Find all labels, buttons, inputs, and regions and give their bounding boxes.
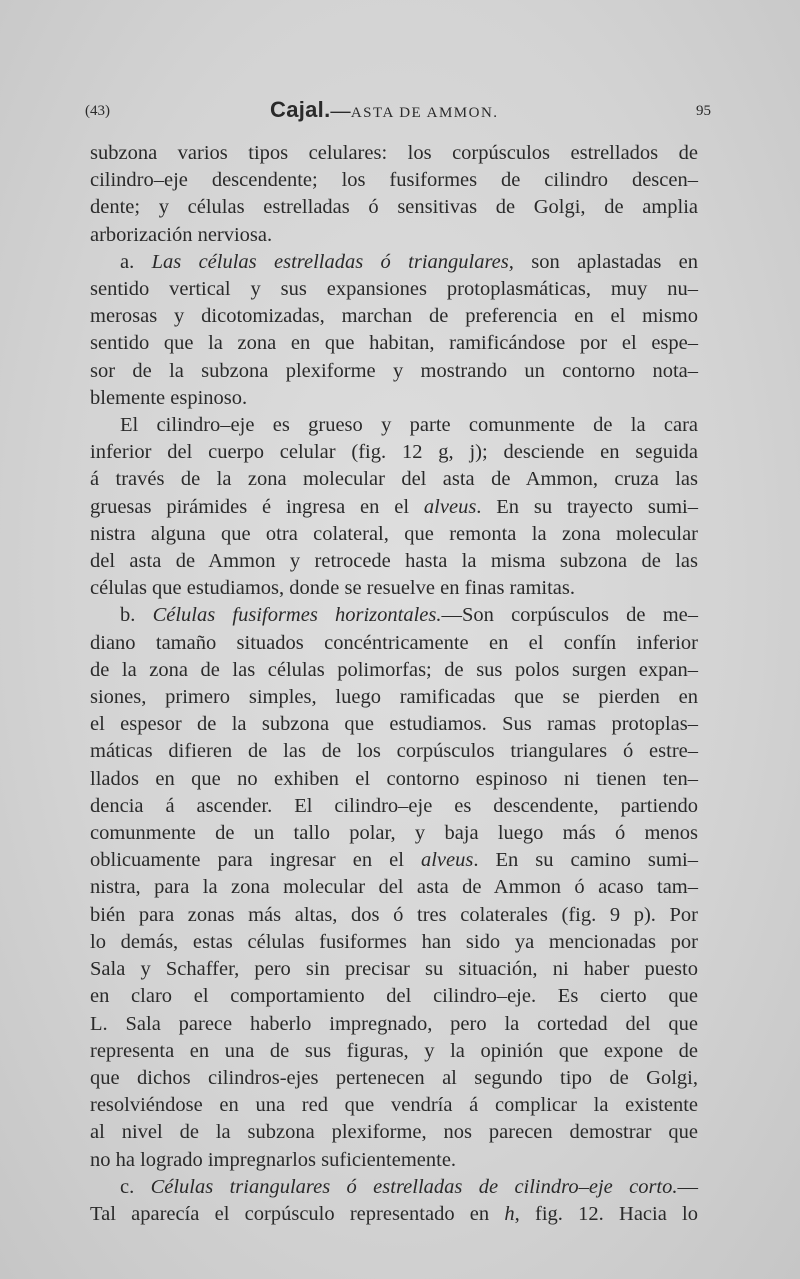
text-span: —Son corpúsculos de me–	[441, 604, 698, 627]
text-line: nistra alguna que otra colateral, que remonta la zona molecular	[90, 522, 698, 545]
text-line: dencia á ascender. El cilindro–eje es descendente, partiendo	[90, 794, 698, 817]
text-line: en claro el comportamiento del cilindro–eje. Es cierto que	[90, 985, 698, 1008]
italic-term: alveus	[420, 849, 474, 872]
text-line: lo demás, estas células fusiformes han sido ya mencionadas por	[90, 930, 698, 953]
section-b-lead-line	[90, 602, 698, 629]
text-span: gruesas pirámides é ingresa en el	[90, 495, 424, 518]
text-span: —	[677, 1175, 698, 1198]
text-line: sentido vertical y sus expansiones protoplasmáticas, muy nu–	[90, 278, 698, 301]
text-line	[90, 1201, 698, 1228]
section-c-lead-line	[90, 1174, 698, 1201]
text-line: del asta de Ammon y retrocede hasta la misma subzona de las	[90, 550, 698, 573]
section-letter: c.	[120, 1175, 135, 1198]
text-span: Tal aparecía el corpúsculo representado en	[90, 1202, 505, 1225]
text-line: L. Sala parece haberlo impregnado, pero la cortedad del que	[90, 1012, 698, 1035]
text-line: nistra, para la zona molecular del asta de Ammon ó acaso tam–	[90, 876, 698, 899]
text-line: diano tamaño situados concéntricamente en el confín inferior	[90, 631, 698, 654]
text-line: al nivel de la subzona plexiforme, nos parecen demostrar que	[90, 1121, 698, 1144]
text-line: que dichos cilindros-ejes pertenecen al segundo tipo de Golgi,	[90, 1066, 698, 1089]
text-line: de la zona de las células polimorfas; de sus polos surgen expan–	[90, 658, 698, 681]
text-line: Sala y Schaffer, pero sin precisar su situación, ni haber puesto	[90, 958, 698, 981]
running-header	[85, 97, 711, 127]
italic-term: alveus	[423, 495, 477, 518]
text-line: llados en que no exhiben el contorno espinoso ni tienen ten–	[90, 767, 698, 790]
text-line: blemente espinoso.	[90, 386, 248, 409]
text-line: no ha logrado impregnarlos suficientemente.	[90, 1148, 457, 1171]
text-span: oblicuamente para ingresar en el	[90, 849, 421, 872]
author-name: Cajal.	[270, 97, 331, 122]
text-line: el espesor de la subzona que estudiamos. Sus ramas protoplas–	[90, 713, 698, 736]
text-line: células que estudiamos, donde se resuelve en finas ramitas.	[90, 577, 576, 600]
text-line: subzona varios tipos celulares: los corpúsculos estrellados de	[90, 142, 698, 164]
text-line: sor de la subzona plexiforme y mostrando un contorno nota–	[90, 359, 698, 382]
text-line: resolviéndose en una red que vendría á complicar la existente	[90, 1094, 698, 1117]
section-letter: b.	[120, 604, 136, 627]
text-span: . En su trayecto sumi–	[476, 495, 698, 518]
text-line: comunmente de un tallo polar, y baja luego más ó menos	[90, 822, 698, 845]
text-line: El cilindro–eje es grueso y parte comunmente de la cara	[120, 414, 698, 437]
text-line: sentido que la zona en que habitan, ramificándose por el espe–	[90, 332, 698, 355]
text-line: inferior del cuerpo celular (fig. 12 g, j); desciende en seguida	[90, 441, 698, 464]
text-line	[90, 847, 698, 874]
section-heading: Células triangulares ó estrelladas de cilindro–eje corto.	[150, 1175, 678, 1198]
italic-term: h	[504, 1202, 515, 1225]
text-line: bién para zonas más altas, dos ó tres colaterales (fig. 9 p). Por	[90, 903, 698, 926]
text-line: representa en una de sus figuras, y la opinión que expone de	[90, 1039, 698, 1062]
text-line: cilindro–eje descendente; los fusiformes de cilindro descen–	[90, 169, 698, 192]
page-number: 95	[696, 103, 711, 119]
text-line: dente; y células estrelladas ó sensitivas de Golgi, de amplia	[90, 196, 698, 219]
running-title	[270, 97, 499, 123]
text-line: á través de la zona molecular del asta de Ammon, cruza las	[90, 468, 698, 491]
section-letter: a.	[120, 250, 135, 273]
section-title: ASTA DE AMMON.	[350, 105, 499, 121]
text-line: merosas y dicotomizadas, marchan de preferencia en el mismo	[90, 305, 698, 328]
text-span: . En su camino sumi–	[473, 849, 698, 872]
text-line: máticas difieren de las de los corpúsculos triangulares ó estre–	[90, 740, 698, 763]
text-line: siones, primero simples, luego ramificadas que se pierden en	[90, 686, 698, 709]
page-reference: (43)	[85, 103, 110, 119]
text-span: , fig. 12. Hacia lo	[514, 1202, 699, 1225]
section-heading: Las células estrelladas ó triangulares,	[151, 250, 514, 273]
page-body	[90, 140, 698, 1228]
text-line	[90, 494, 698, 521]
text-span: son aplastadas en	[513, 250, 699, 273]
title-dash: —	[330, 100, 351, 122]
text-line: arborización nerviosa.	[90, 223, 273, 246]
section-heading: Células fusiformes horizontales.	[152, 604, 442, 627]
section-a-lead-line	[90, 249, 698, 276]
